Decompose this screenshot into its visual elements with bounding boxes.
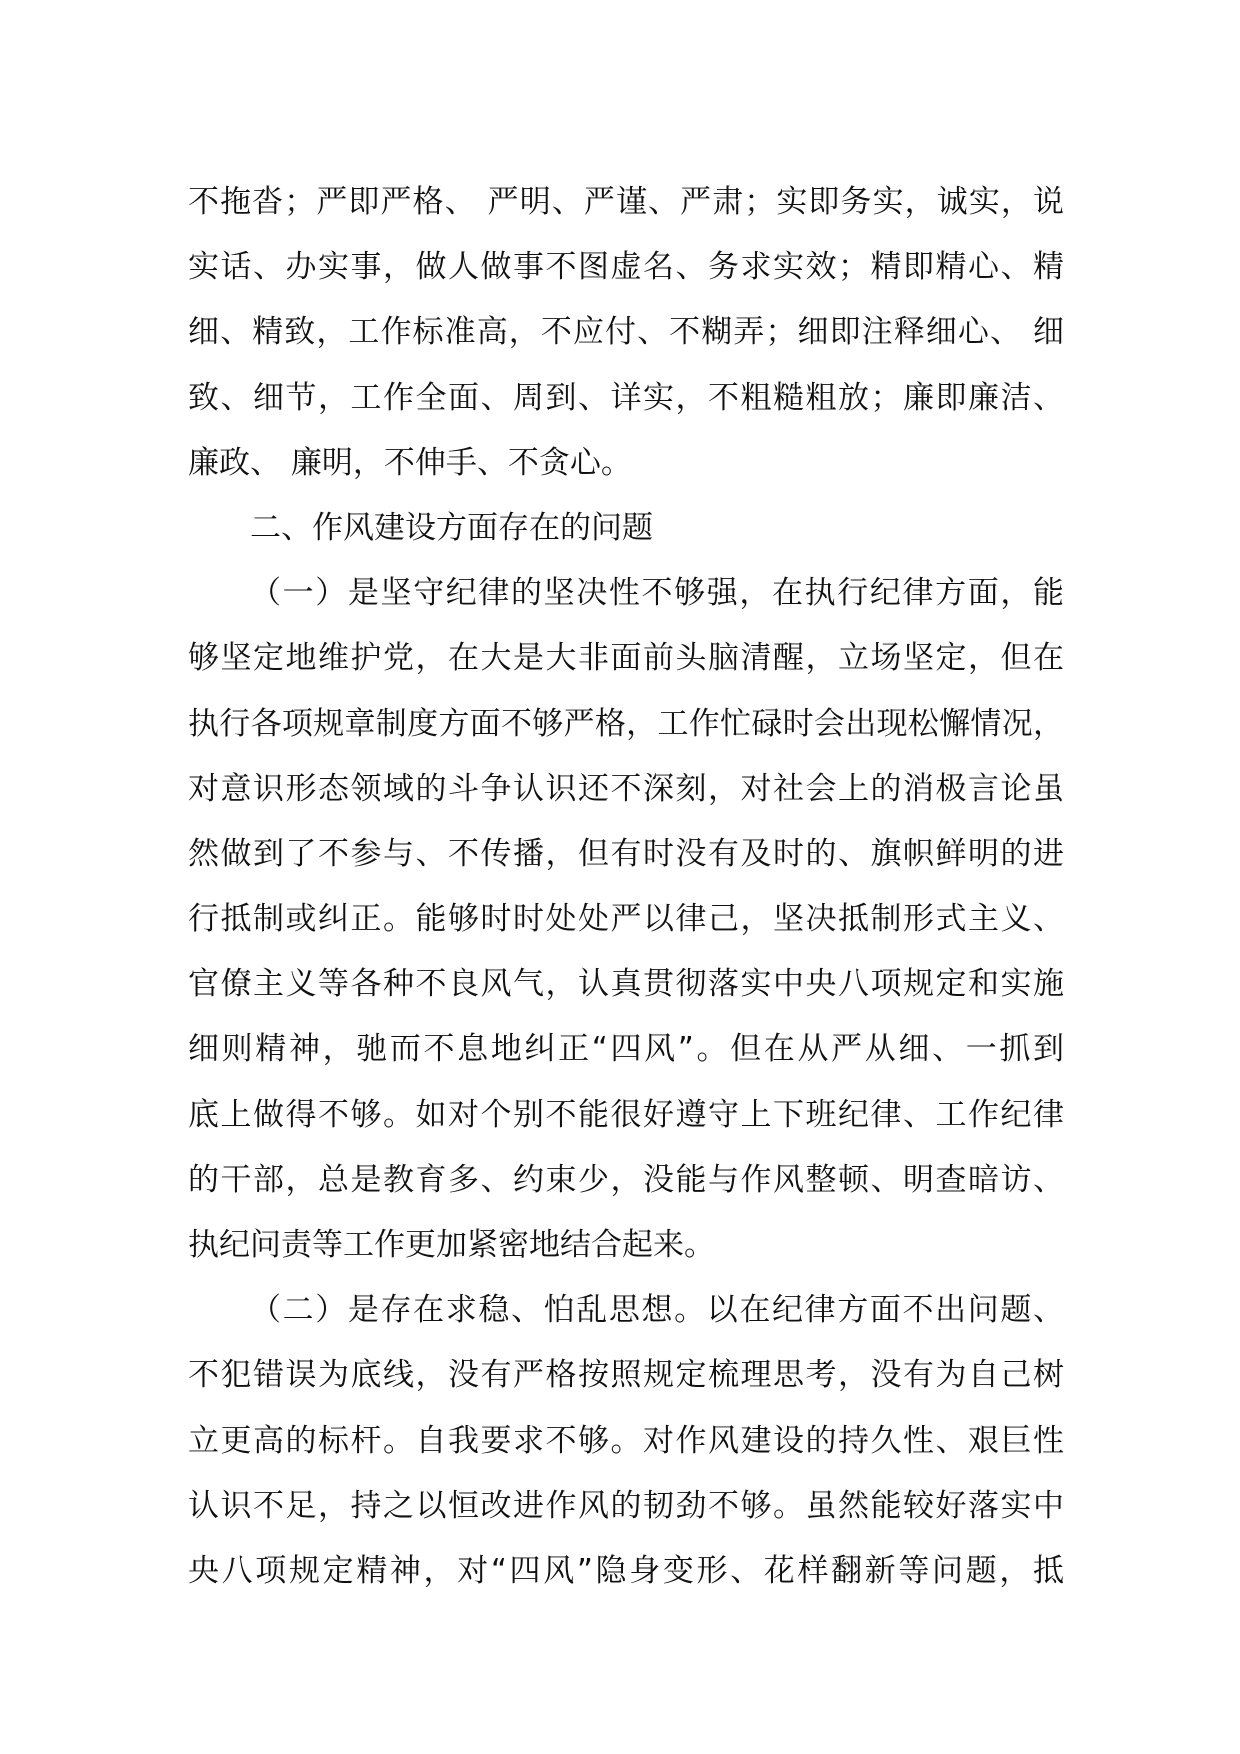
- text-line: 够坚定地维护党，在大是大非面前头脑清醒，立场坚定，但在: [188, 640, 1064, 677]
- text-line: 然做到了不参与、不传播，但有时没有及时的、旗帜鲜明的进: [188, 835, 1064, 872]
- text-line: 不犯错误为底线，没有严格按照规定梳理思考，没有为自己树: [188, 1357, 1064, 1394]
- text-line: （一）是坚守纪律的坚决性不够强，在执行纪律方面，能: [250, 575, 1064, 612]
- text-line: 行抵制或纠正。能够时时处处严以律己，坚决抵制形式主义、: [188, 901, 1064, 938]
- text-line: 央八项规定精神，对“四风”隐身变形、花样翻新等问题，抵: [188, 1552, 1064, 1589]
- section-heading: 二、作风建设方面存在的问题: [250, 509, 653, 546]
- text-line: 认识不足，持之以恒改进作风的韧劲不够。虽然能较好落实中: [188, 1487, 1064, 1524]
- text-line: 对意识形态领域的斗争认识还不深刻，对社会上的消极言论虽: [188, 770, 1064, 807]
- text-line: 执纪问责等工作更加紧密地结合起来。: [188, 1227, 715, 1263]
- document-body: [188, 170, 1064, 1604]
- text-line: 廉政、 廉明，不伸手、不贪心。: [188, 444, 632, 481]
- text-line: 细则精神，驰而不息地纠正“四风”。但在从严从细、一抓到: [188, 1031, 1064, 1068]
- text-line: 实话、办实事，做人做事不图虚名、务求实效；精即精心、精: [188, 249, 1064, 286]
- text-line: 致、细节，工作全面、周到、详实，不粗糙粗放；廉即廉洁、: [188, 379, 1064, 416]
- text-line: 立更高的标杆。自我要求不够。对作风建设的持久性、艰巨性: [188, 1422, 1064, 1459]
- text-line: 底上做得不够。如对个别不能很好遵守上下班纪律、工作纪律: [188, 1096, 1064, 1133]
- text-line: 官僚主义等各种不良风气，认真贯彻落实中央八项规定和实施: [188, 966, 1064, 1003]
- text-line: 细、精致，工作标准高，不应付、不糊弄；细即注释细心、 细: [188, 314, 1064, 351]
- text-line: 执行各项规章制度方面不够严格，工作忙碌时会出现松懈情况，: [188, 705, 1064, 742]
- text-line: 不拖沓；严即严格、 严明、严谨、严肃；实即务实，诚实，说: [188, 184, 1064, 220]
- text-line: （二）是存在求稳、怕乱思想。以在纪律方面不出问题、: [250, 1292, 1064, 1329]
- text-line: 的干部，总是教育多、约束少，没能与作风整顿、明查暗访、: [188, 1161, 1064, 1198]
